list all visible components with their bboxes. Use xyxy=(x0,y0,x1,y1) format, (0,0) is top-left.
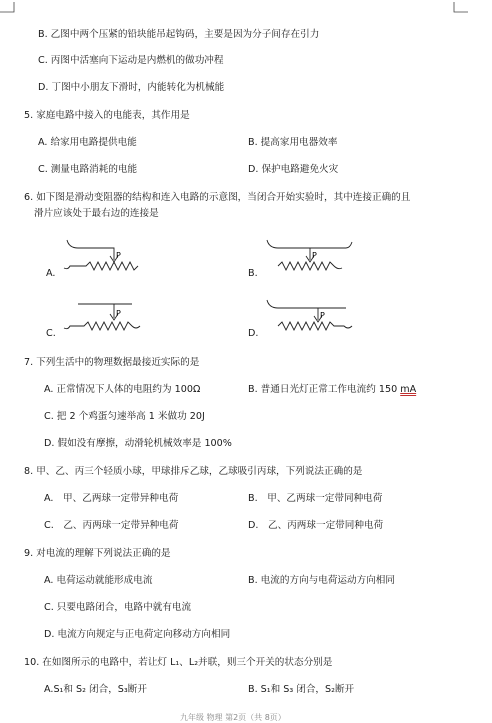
q8-option-c: C. 乙、丙两球一定带异种电荷 xyxy=(44,520,179,531)
q4-option-d: D. 丁图中小朋友下滑时，内能转化为机械能 xyxy=(38,82,225,93)
q8-option-b: B. 甲、乙两球一定带同种电荷 xyxy=(248,493,383,504)
q9-option-c: C. 只要电路闭合，电路中就有电流 xyxy=(44,602,192,613)
q6-stem-line2: 滑片应该处于最右边的连接是 xyxy=(34,208,159,219)
q4-option-b: B. 乙图中两个压紧的铅块能吊起钩码，主要是因为分子间存在引力 xyxy=(38,29,320,40)
q7-option-c: C. 把 2 个鸡蛋匀速举高 1 米做功 20J xyxy=(44,411,205,422)
q9-option-d: D. 电流方向规定与正电荷定向移动方向相同 xyxy=(44,629,231,640)
q4-option-c: C. 丙图中活塞向下运动是内燃机的做功冲程 xyxy=(38,55,224,66)
q8-option-a: A. 甲、乙两球一定带异种电荷 xyxy=(44,493,179,504)
q10-option-b: B. S₁和 S₃ 闭合，S₂断开 xyxy=(248,684,355,695)
q7-option-a: A. 正常情况下人体的电阻约为 100Ω xyxy=(44,384,201,395)
q5-option-d: D. 保护电路避免火灾 xyxy=(248,164,339,175)
q6-label-d: D. xyxy=(248,328,259,339)
q10-option-a: A.S₁和 S₂ 闭合，S₃断开 xyxy=(44,684,147,695)
svg-text:P: P xyxy=(116,309,121,318)
rheostat-diagram-c xyxy=(62,296,172,342)
q6-label-c: C. xyxy=(46,328,56,339)
crop-mark-top-right xyxy=(448,0,468,16)
q5-option-c: C. 测量电路消耗的电能 xyxy=(38,164,138,175)
rheostat-diagram-a xyxy=(62,236,172,282)
rheostat-diagram-b xyxy=(262,236,372,282)
rheostat-diagram-d xyxy=(262,296,372,342)
q7-option-b-text: B. 普通日光灯正常工作电流约 150 xyxy=(248,384,401,395)
q7-option-b xyxy=(248,384,416,396)
q7-option-b-unit: mA xyxy=(400,384,417,395)
q6-label-b: B. xyxy=(248,268,258,279)
svg-text:P: P xyxy=(320,311,325,320)
q5-stem: 5. 家庭电路中接入的电能表，其作用是 xyxy=(24,110,190,121)
svg-text:P: P xyxy=(312,251,317,260)
q6-stem-line1: 6. 如下图是滑动变阻器的结构和连入电路的示意图，当闭合开始实验时，其中连接正确的且 xyxy=(24,192,411,203)
page-footer: 九年级 物理 第2页（共 8页） xyxy=(180,713,286,722)
q6-label-a: A. xyxy=(46,268,56,279)
q5-option-b: B. 提高家用电器效率 xyxy=(248,137,338,148)
q9-option-a: A. 电荷运动就能形成电流 xyxy=(44,575,153,586)
q9-option-b: B. 电流的方向与电荷运动方向相同 xyxy=(248,575,395,586)
q8-option-d: D. 乙、丙两球一定带同种电荷 xyxy=(248,520,384,531)
q8-stem: 8. 甲、乙、丙三个轻质小球，甲球排斥乙球，乙球吸引丙球，下列说法正确的是 xyxy=(24,466,363,477)
q5-option-a: A. 给家用电路提供电能 xyxy=(38,137,137,148)
q7-option-d: D. 假如没有摩擦，动滑轮机械效率是 100% xyxy=(44,438,232,449)
q7-stem: 7. 下列生活中的物理数据最接近实际的是 xyxy=(24,357,200,368)
svg-text:P: P xyxy=(116,251,121,260)
q9-stem: 9. 对电流的理解下列说法正确的是 xyxy=(24,548,171,559)
q10-stem: 10. 在如图所示的电路中，若让灯 L₁、L₂并联，则三个开关的状态分别是 xyxy=(24,657,333,668)
crop-mark-top-left xyxy=(0,0,20,16)
